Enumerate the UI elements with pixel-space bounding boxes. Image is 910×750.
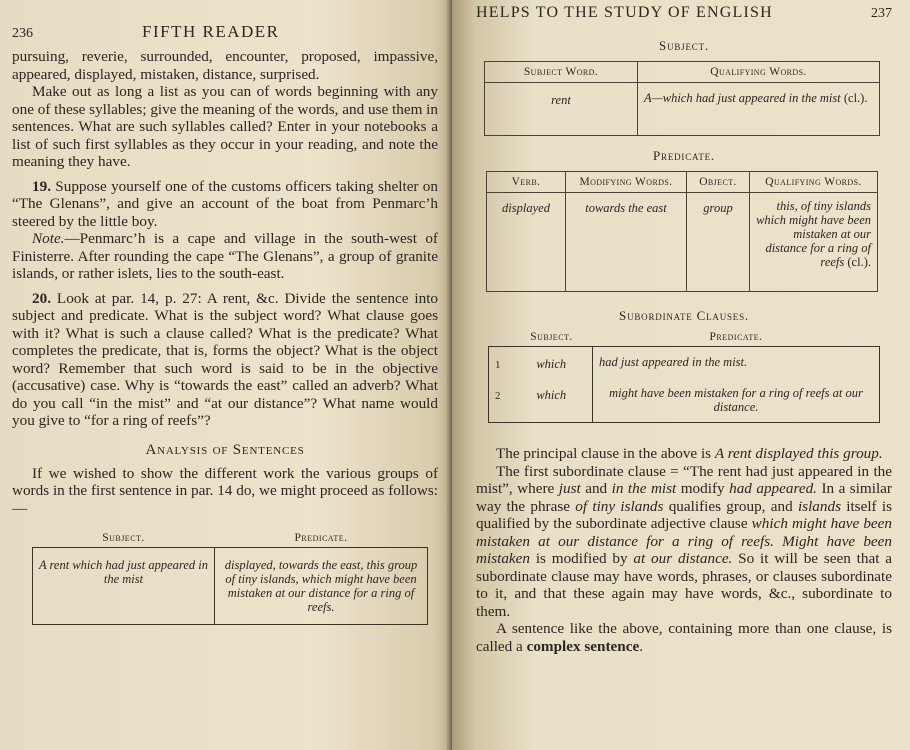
analysis-subject-cell: A rent which had just appeared in the mist	[33, 548, 215, 625]
explain-at-our-distance: at our distance.	[633, 550, 733, 567]
analysis-predicate-cell: displayed, towards the east, this group of tiny islands, which might have been mistaken at our distance for a ring of reefs.	[215, 548, 428, 625]
principal-clause: A rent displayed this group.	[714, 445, 883, 462]
subordinate-subject-head: Subject.	[530, 331, 573, 343]
subject-heading: Subject.	[659, 38, 709, 53]
subordinate-heading: Subordinate Clauses.	[619, 308, 749, 323]
analysis-heading: Analysis of Sentences	[145, 441, 305, 458]
subordinate-row-1-num: 1	[489, 347, 511, 381]
analysis-subject-head: Subject.	[102, 532, 145, 544]
subject-qualifying-text: A—which had just appeared in the mist	[644, 91, 841, 105]
predicate-qualifying-cell	[750, 193, 878, 292]
note-label: Note.	[32, 230, 65, 247]
principal-pre: The principal clause in the above is	[496, 445, 715, 462]
explain-in-the-mist: in the mist	[611, 480, 677, 497]
subject-qualifying-cell	[638, 83, 880, 136]
explanation-paragraph	[476, 463, 892, 621]
explain-text-2: modify	[676, 480, 730, 497]
predicate-verb-head: Verb.	[487, 172, 566, 193]
explain-and: and	[580, 480, 612, 497]
right-running-title: HELPS TO THE STUDY OF ENGLISH	[476, 4, 773, 21]
subject-qualifying-head: Qualifying Words.	[638, 62, 880, 83]
explain-text-6	[774, 533, 782, 550]
explain-might-have-been: Might have been mistaken	[476, 532, 892, 567]
predicate-verb-cell: displayed	[487, 193, 566, 292]
question-19	[12, 178, 438, 231]
subordinate-row-2-subject: which	[511, 380, 593, 423]
question-19-text: Suppose yourself one of the customs officers taking shelter on “The Glenans”, and give an account of the boat from Penmarc’h steered by the little boy.	[12, 177, 438, 230]
left-running-title: FIFTH READER	[142, 22, 280, 41]
subordinate-row-1-predicate: had just appeared in the mist.	[593, 347, 880, 381]
make-out-paragraph: Make out as long a list as you can of words beginning with any one of these syllables; give the meaning of the words, and use them in sentences. What are such syllables called? Enter in your notebooks a list of such first syllables as they occur in your reading, and note the meaning they have.	[12, 83, 438, 170]
subordinate-row-2	[489, 380, 880, 423]
analysis-table	[32, 529, 428, 625]
analysis-predicate-head: Predicate.	[294, 532, 348, 544]
question-20	[12, 290, 438, 430]
predicate-modifying-cell: towards the east	[566, 193, 687, 292]
predicate-qualifying-text: this, of tiny islands which might have been mistaken at our distance for a ring of reefs	[756, 199, 871, 269]
predicate-qualifying-tag: (cl.).	[847, 255, 871, 269]
subordinate-row-2-num: 2	[489, 380, 511, 423]
subject-word-head: Subject Word.	[485, 62, 638, 83]
subordinate-predicate-head: Predicate.	[709, 331, 763, 343]
explain-text-4: qualifies group, and	[663, 497, 798, 515]
predicate-heading: Predicate.	[653, 148, 715, 163]
predicate-object-cell: group	[687, 193, 750, 292]
explain-islands: islands	[797, 497, 841, 515]
explain-which-clause: which might have been mistaken at our distance for a ring of reefs.	[476, 515, 892, 550]
question-20-text: Look at par. 14, p. 27: A rent, &c. Divide the sentence into subject and predicate. What is the subject word? What clause goes with it? What is such a clause called? What is the predicate? What completes the predicate, that is, forms the object? What is the object word? Remember that such word is said to be in the objective (accusative) case. Why is “towards the east” called an adverb? What do you call “in the mist” and “at our distance”? What name would you give to “for a ring of reefs”?	[12, 289, 439, 429]
right-page-number: 237	[871, 6, 892, 21]
explain-just: just	[558, 480, 581, 497]
complex-sentence-term: complex sentence	[526, 637, 640, 655]
predicate-qualifying-head: Qualifying Words.	[750, 172, 878, 193]
complex-sentence-paragraph	[476, 620, 892, 655]
predicate-object-head: Object.	[687, 172, 750, 193]
left-running-head	[12, 0, 438, 42]
subject-qualifying-tag: (cl.).	[843, 91, 868, 105]
explain-had-appeared: had appeared.	[729, 480, 817, 497]
note-paragraph	[12, 230, 438, 283]
explain-text-1: The first subordinate clause = “The rent had just appeared in the mist”, where	[476, 462, 892, 497]
subject-table	[484, 61, 880, 136]
explain-text-8: So it will be seen that a subordinate clause may have words, phrases, or clauses subordinate to it, and that these again may have words, &c., subordinate to them.	[476, 550, 892, 620]
left-page	[0, 0, 452, 750]
predicate-modifying-head: Modifying Words.	[566, 172, 687, 193]
complex-pre: A sentence like the above, containing more than one clause, is called a	[476, 620, 892, 655]
explain-of-tiny-islands: of tiny islands	[575, 497, 664, 515]
right-page	[452, 0, 910, 750]
principal-clause-paragraph	[476, 445, 892, 463]
explain-text-5: itself is qualified by the subordinate adjective clause	[476, 497, 892, 532]
complex-post: .	[639, 637, 643, 655]
subordinate-row-2-predicate: might have been mistaken for a ring of reefs at our distance.	[593, 380, 880, 423]
question-19-number: 19.	[32, 177, 51, 195]
analysis-row	[33, 548, 428, 625]
word-list-tail: pursuing, reverie, surrounded, encounter, proposed, impassive, appeared, displayed, mistaken, distance, surprised.	[12, 48, 438, 83]
subordinate-table	[488, 328, 880, 423]
subordinate-row-1	[489, 347, 880, 381]
right-running-head	[476, 0, 892, 22]
explain-text-7: is modified by	[530, 550, 634, 567]
subject-word-cell: rent	[485, 83, 638, 136]
note-text: —Penmarc’h is a cape and village in the south-west of Finisterre. After rounding the cape “The Glenans”, a group of granite islands, or rather islets, lies to the south-east.	[12, 230, 438, 282]
question-20-number: 20.	[32, 289, 51, 307]
analysis-paragraph: If we wished to show the different work the various groups of words in the first sentence in par. 14 do, we might proceed as follows:—	[12, 464, 438, 517]
predicate-table	[486, 171, 878, 292]
left-page-number: 236	[12, 26, 33, 41]
explain-text-3: In a similar way the phrase	[476, 480, 892, 515]
subordinate-row-1-subject: which	[511, 347, 593, 381]
